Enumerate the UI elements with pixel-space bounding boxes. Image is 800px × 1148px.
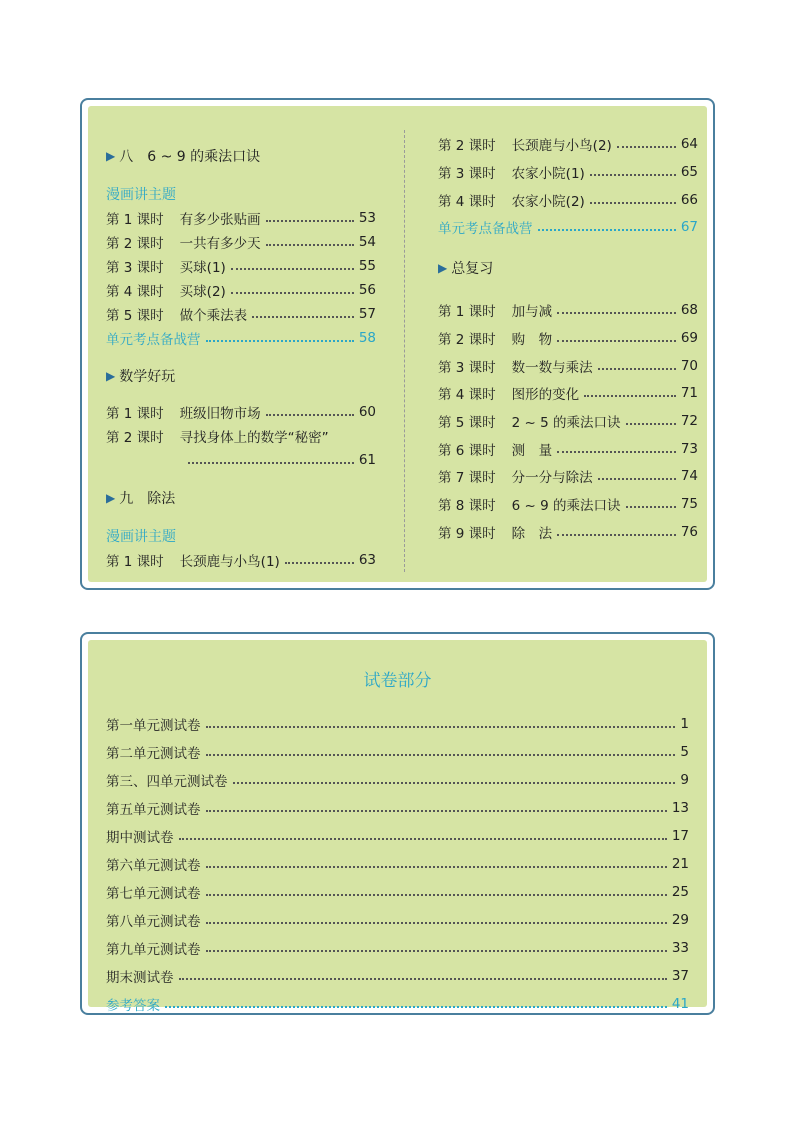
exam-row[interactable]: 第六单元测试卷 21 [106, 856, 689, 874]
toc-row[interactable]: 第 9 课时 除 法 76 [438, 524, 698, 542]
exam-section-title: 试卷部分 [363, 671, 432, 691]
unit-review-row[interactable]: 单元考点备战营 58 [106, 330, 376, 348]
toc-right-column [438, 106, 698, 582]
unit-review-row[interactable]: 单元考点备战营 67 [438, 219, 698, 237]
toc-row[interactable]: 第 7 课时 分一分与除法 74 [438, 468, 698, 486]
toc-row[interactable]: 第 3 课时 数一数与乘法 70 [438, 358, 698, 376]
exam-row[interactable]: 第八单元测试卷 29 [106, 912, 689, 930]
exam-row[interactable]: 第一单元测试卷 1 [106, 716, 689, 734]
toc-panel [88, 106, 707, 582]
section-heading: ▶ 总复习 [438, 261, 494, 277]
toc-row[interactable]: 第 6 课时 测 量 73 [438, 441, 698, 459]
toc-row[interactable]: 第 2 课时 寻找身体上的数学“秘密” [106, 430, 329, 446]
exam-row[interactable]: 第二单元测试卷 5 [106, 744, 689, 762]
toc-row[interactable]: 第 5 课时 2 ~ 5 的乘法口诀 72 [438, 413, 698, 431]
toc-row[interactable]: 第 2 课时 长颈鹿与小鸟(2) 64 [438, 136, 698, 154]
toc-row[interactable]: 第 8 课时 6 ~ 9 的乘法口诀 75 [438, 496, 698, 514]
exam-row[interactable]: 第三、四单元测试卷 9 [106, 772, 689, 790]
toc-left-column [106, 106, 376, 582]
toc-row[interactable]: 第 1 课时 班级旧物市场 60 [106, 404, 376, 422]
toc-row[interactable]: 第 1 课时 长颈鹿与小鸟(1) 63 [106, 552, 376, 570]
section-heading: ▶ 九 除法 [106, 491, 176, 507]
toc-row[interactable]: 第 2 课时 一共有多少天 54 [106, 234, 376, 252]
toc-row[interactable]: 第 4 课时 图形的变化 71 [438, 385, 698, 403]
triangle-bullet-icon: ▶ [106, 369, 116, 383]
toc-row[interactable]: 第 3 课时 买球(1) 55 [106, 258, 376, 276]
answer-key-row[interactable]: 参考答案 41 [106, 996, 689, 1014]
exam-card [80, 632, 715, 1015]
toc-card [80, 98, 715, 590]
section-heading: ▶ 数学好玩 [106, 369, 176, 385]
triangle-bullet-icon: ▶ [438, 261, 448, 275]
exam-row[interactable]: 第五单元测试卷 13 [106, 800, 689, 818]
exam-panel [88, 640, 707, 1014]
column-divider [404, 130, 405, 572]
exam-row[interactable]: 期末测试卷 37 [106, 968, 689, 986]
toc-row[interactable]: 第 1 课时 有多少张贴画 53 [106, 210, 376, 228]
toc-row[interactable]: 第 5 课时 做个乘法表 57 [106, 306, 376, 324]
comic-theme-label: 漫画讲主题 [106, 529, 176, 545]
exam-list [106, 710, 689, 1018]
exam-row[interactable]: 第七单元测试卷 25 [106, 884, 689, 902]
exam-row[interactable]: 第九单元测试卷 33 [106, 940, 689, 958]
exam-row[interactable]: 期中测试卷 17 [106, 828, 689, 846]
section-heading: ▶ 八 6 ~ 9 的乘法口诀 [106, 149, 261, 165]
comic-theme-label: 漫画讲主题 [106, 187, 176, 203]
toc-row[interactable]: 第 4 课时 买球(2) 56 [106, 282, 376, 300]
triangle-bullet-icon: ▶ [106, 149, 116, 163]
triangle-bullet-icon: ▶ [106, 491, 116, 505]
toc-row[interactable]: 第 2 课时 购 物 69 [438, 330, 698, 348]
toc-row[interactable]: 第 1 课时 加与减 68 [438, 302, 698, 320]
toc-row[interactable]: 第 3 课时 农家小院(1) 65 [438, 164, 698, 182]
toc-row-continuation[interactable]: 61 [106, 450, 376, 470]
toc-row[interactable]: 第 4 课时 农家小院(2) 66 [438, 192, 698, 210]
